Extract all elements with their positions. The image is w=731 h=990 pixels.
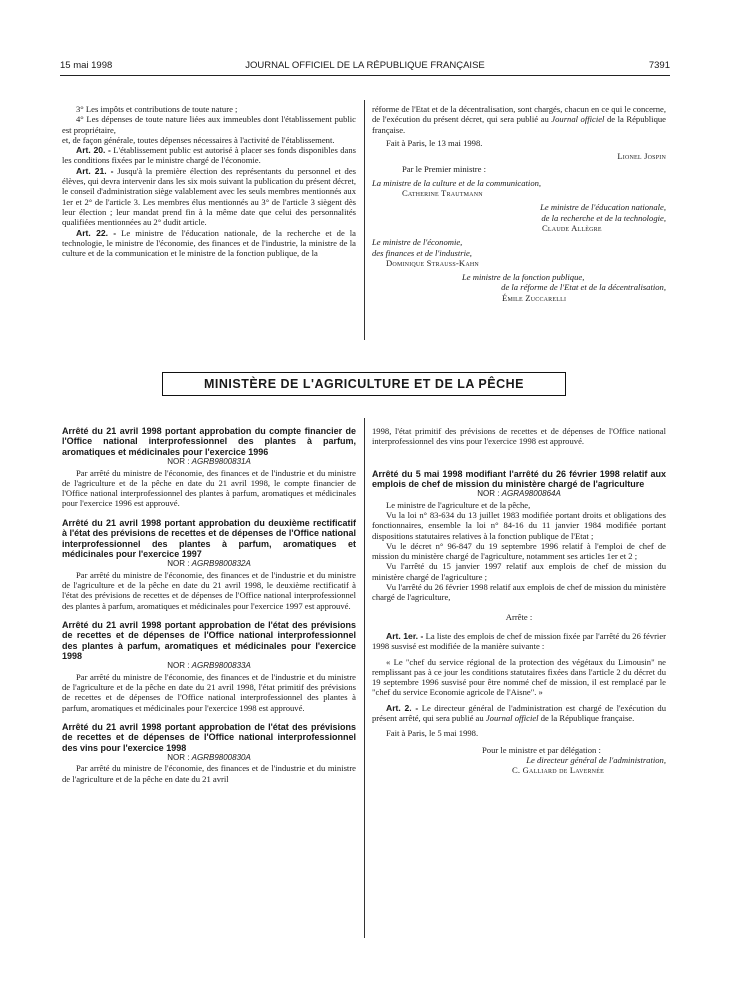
nor-code: AGRA9800864A xyxy=(501,489,561,499)
bottom-right-column xyxy=(372,426,666,776)
article-label: Art. 20. - xyxy=(76,145,111,156)
arrete-1 xyxy=(62,426,356,509)
minister-line: Le ministre de l'agriculture et de la pêche, xyxy=(386,499,531,510)
signer-prime-minister: Lionel Jospin xyxy=(617,151,666,162)
column-divider xyxy=(364,418,365,938)
signer-name: C. Galliard de Lavernée xyxy=(512,765,604,776)
article-text: L'établissement public est autorisé à placer ses fonds disponibles dans les conditions fixées par le ministre chargé de l'économie. xyxy=(62,145,356,166)
nor-code: AGRB9800830A xyxy=(191,753,251,763)
nor-label: NOR : xyxy=(167,457,190,467)
nor-label: NOR : xyxy=(167,661,190,671)
nor-label: NOR : xyxy=(167,559,190,569)
arrete-body: Par arrêté du ministre de l'économie, des finances et de l'industrie et du ministre de l'agriculture et de la pêche en date du 21 avril 1998, le deuxième rectificatif à l'état des prévisions de recettes et de dépenses de l'Office national interprofessionnel des plantes à parfum, aromatiques et médicinales pour l'exercice 1997 est approuvé. xyxy=(62,569,356,611)
arrete-title: Arrêté du 21 avril 1998 portant approbation de l'état des prévisions de recettes et de dépenses de l'Office national interprofessionnel des vins pour l'exercice 1998 xyxy=(62,721,356,753)
vu-clause: Vu la loi n° 83-634 du 13 juillet 1983 modifiée portant droits et obligations des fonctionnaires, ensemble la loi n° 84-16 du 11 janvier 1984 modifiée portant dispositions statutaires relatives à la fonction publique de l'Etat ; xyxy=(372,510,666,541)
bottom-left-column xyxy=(62,426,356,784)
vu-clause: Vu l'arrêté du 26 février 1998 relatif aux emplois de chef de mission du ministère chargé de l'agriculture, xyxy=(372,582,666,603)
nor-reference xyxy=(62,457,356,467)
article-text: Jusqu'à la première élection des représentants du personnel et des élèves, qui devra intervenir dans les six mois suivant la publication du présent décret, le conseil d'administration siège valablement avec les seuls membres mentionnés aux 1er et 2° de l'article 3. Les membres élus mentionnés au 3° de l'article 3 siègent dès leur élection ; leur mandat prend fin à la même date que celui des personnalités qualifiées mentionnées au 2° dudit article. xyxy=(62,165,356,228)
nor-label: NOR : xyxy=(477,489,500,499)
minister-economy-title: des finances et de l'industrie, xyxy=(372,247,472,258)
text: réforme de l'Etat et de la décentralisation, sont chargés, chacun en ce qui le concerne, de l'exécution du présent décret, qui sera publié au xyxy=(372,104,666,125)
done-at: Fait à Paris, le 13 mai 1998. xyxy=(386,137,483,148)
nor-code: AGRB9800833A xyxy=(191,661,251,671)
vu-clause: Vu le décret n° 96-847 du 19 septembre 1996 relatif à l'emploi de chef de mission du ministère chargé de l'agriculture, notamment ses articles 1er et 2 ; xyxy=(372,540,666,562)
top-right-column xyxy=(372,104,666,303)
paragraph: et, de façon générale, toutes dépenses nécessaires à l'activité de l'établissement. xyxy=(62,134,335,145)
article-label: Art. 22. - xyxy=(76,227,117,238)
arrete-2 xyxy=(62,518,356,611)
quoted-amendment: « Le "chef du service régional de la protection des végétaux du Limousin" ne remplissant pas à ce jour les conditions statutaires fixées dans l'article 2 du décret du 19 septembre 1996 susvisé pour être nommé chef de mission, il est remplacé par le "chef du service Economie agricole de l'Aisne". » xyxy=(372,656,666,698)
text: de la République française. xyxy=(372,114,666,135)
article-label: Art. 21. - xyxy=(76,165,114,176)
paragraph xyxy=(372,104,666,135)
minister-education-title: Le ministre de l'éducation nationale, xyxy=(540,202,666,213)
text-italic: Journal officiel xyxy=(551,114,605,125)
minister-civil-service-title: de la réforme de l'Etat et de la décentralisation, xyxy=(501,282,666,293)
header-date: 15 mai 1998 xyxy=(60,60,113,71)
column-divider xyxy=(364,100,365,340)
text-italic: Journal officiel xyxy=(485,713,539,724)
nor-reference xyxy=(62,559,356,569)
minister-education-title: de la recherche et de la technologie, xyxy=(541,212,666,223)
arrete-4-continuation: 1998, l'état primitif des prévisions de recettes et de dépenses de l'Office national interprofessionnel des vins pour l'exercice 1998 est approuvé. xyxy=(372,426,666,447)
article-label: Art. 2. - xyxy=(386,702,419,713)
nor-reference xyxy=(62,753,356,763)
article-text: La liste des emplois de chef de mission fixée par l'arrêté du 26 février 1998 susvisé est modifiée de la manière suivante : xyxy=(372,630,666,652)
article-text: Le ministre de l'éducation nationale, de la recherche et de la technologie, le ministre de l'économie, des finances et de l'industrie, la ministre de la culture et de la communication et le ministre de la fonction publique, de la xyxy=(62,227,356,259)
page-header xyxy=(60,60,670,74)
arrete-4 xyxy=(62,722,356,784)
nor-code: AGRB9800831A xyxy=(191,457,251,467)
vu-clause: Vu l'arrêté du 15 janvier 1997 relatif aux emplois de chef de mission du ministère chargé de l'agriculture ; xyxy=(372,561,666,582)
minister-civil-service-title: Le ministre de la fonction publique, xyxy=(462,272,585,283)
arrete-title: Arrêté du 21 avril 1998 portant approbation du compte financier de l'Office national interprofessionnel des plantes à parfum, aromatiques et médicinales pour l'exercice 1996 xyxy=(62,426,356,457)
delegation-line: Pour le ministre et par délégation : xyxy=(482,744,601,755)
minister-culture-name: Catherine Trautmann xyxy=(402,188,483,199)
arrete-word: Arrête : xyxy=(505,611,533,622)
top-left-column xyxy=(62,104,356,258)
paragraph: 4° Les dépenses de toute nature liées aux immeubles dont l'établissement public est propriétaire, xyxy=(62,114,356,135)
article-21 xyxy=(62,166,356,228)
article-22 xyxy=(62,228,356,259)
paragraph: 3° Les impôts et contributions de toute nature ; xyxy=(76,104,238,114)
arrete-body: Par arrêté du ministre de l'économie, des finances et de l'industrie et du ministre de l'agriculture et de la pêche en date du 21 avril xyxy=(62,763,356,784)
article-2 xyxy=(372,703,666,724)
nor-label: NOR : xyxy=(167,753,190,763)
header-rule xyxy=(60,75,670,76)
director-title: Le directeur général de l'administration, xyxy=(526,754,666,765)
minister-civil-service-name: Émile Zuccarelli xyxy=(502,292,567,303)
minister-education-name: Claude Allègre xyxy=(542,222,602,233)
nor-reference xyxy=(62,661,356,671)
arrete-3 xyxy=(62,620,356,713)
nor-code: AGRB9800832A xyxy=(191,559,251,569)
ministry-heading: MINISTÈRE DE L'AGRICULTURE ET DE LA PÊCHE xyxy=(162,372,566,396)
article-1 xyxy=(372,631,666,652)
arrete-title: Arrêté du 5 mai 1998 modifiant l'arrêté du 26 février 1998 relatif aux emplois de chef de mission du ministère chargé de l'agriculture xyxy=(372,468,666,489)
article-text: Le directeur général de l'administration est chargé de l'exécution du présent arrêté, qui sera publié au xyxy=(372,702,666,724)
nor-reference xyxy=(372,489,666,499)
header-journal-title: JOURNAL OFFICIEL DE LA RÉPUBLIQUE FRANÇAISE xyxy=(245,60,485,71)
arrete-title: Arrêté du 21 avril 1998 portant approbation du deuxième rectificatif à l'état des prévisions de recettes et de dépenses de l'Office national interprofessionnel des plantes à parfum, aromatiques et médicinales pour l'exercice 1997 xyxy=(62,517,356,559)
done-at: Fait à Paris, le 5 mai 1998. xyxy=(386,728,479,739)
minister-economy-title: Le ministre de l'économie, xyxy=(372,237,463,248)
minister-economy-name: Dominique Strauss-Kahn xyxy=(386,257,479,268)
minister-culture-title: La ministre de la culture et de la communication, xyxy=(372,177,542,188)
arrete-title: Arrêté du 21 avril 1998 portant approbation de l'état des prévisions de recettes et de dépenses de l'Office national interprofessionnel des plantes à parfum, aromatiques et médicinales pour l'exercice 1998 xyxy=(62,619,356,662)
header-page-number: 7391 xyxy=(648,60,670,71)
article-label: Art. 1er. - xyxy=(386,630,424,641)
arrete-body: Par arrêté du ministre de l'économie, des finances et de l'industrie et du ministre de l'agriculture et de la pêche en date du 21 avril 1998, l'état primitif des prévisions de recettes et de dépenses de l'Office national interprofessionnel des plantes à parfum, aromatiques et médicinales pour l'exercice 1998 est approuvé. xyxy=(62,671,356,713)
by-prime-minister: Par le Premier ministre : xyxy=(402,164,487,175)
article-text: de la République française. xyxy=(538,713,635,724)
arrete-body: Par arrêté du ministre de l'économie, des finances et de l'industrie et du ministre de l'agriculture et de la pêche en date du 21 avril 1998, le compte financier de l'Office national interprofessionnel des plantes à parfum, aromatiques et médicinales pour l'exercice 1996 est approuvé. xyxy=(62,467,356,509)
article-20 xyxy=(62,145,356,166)
